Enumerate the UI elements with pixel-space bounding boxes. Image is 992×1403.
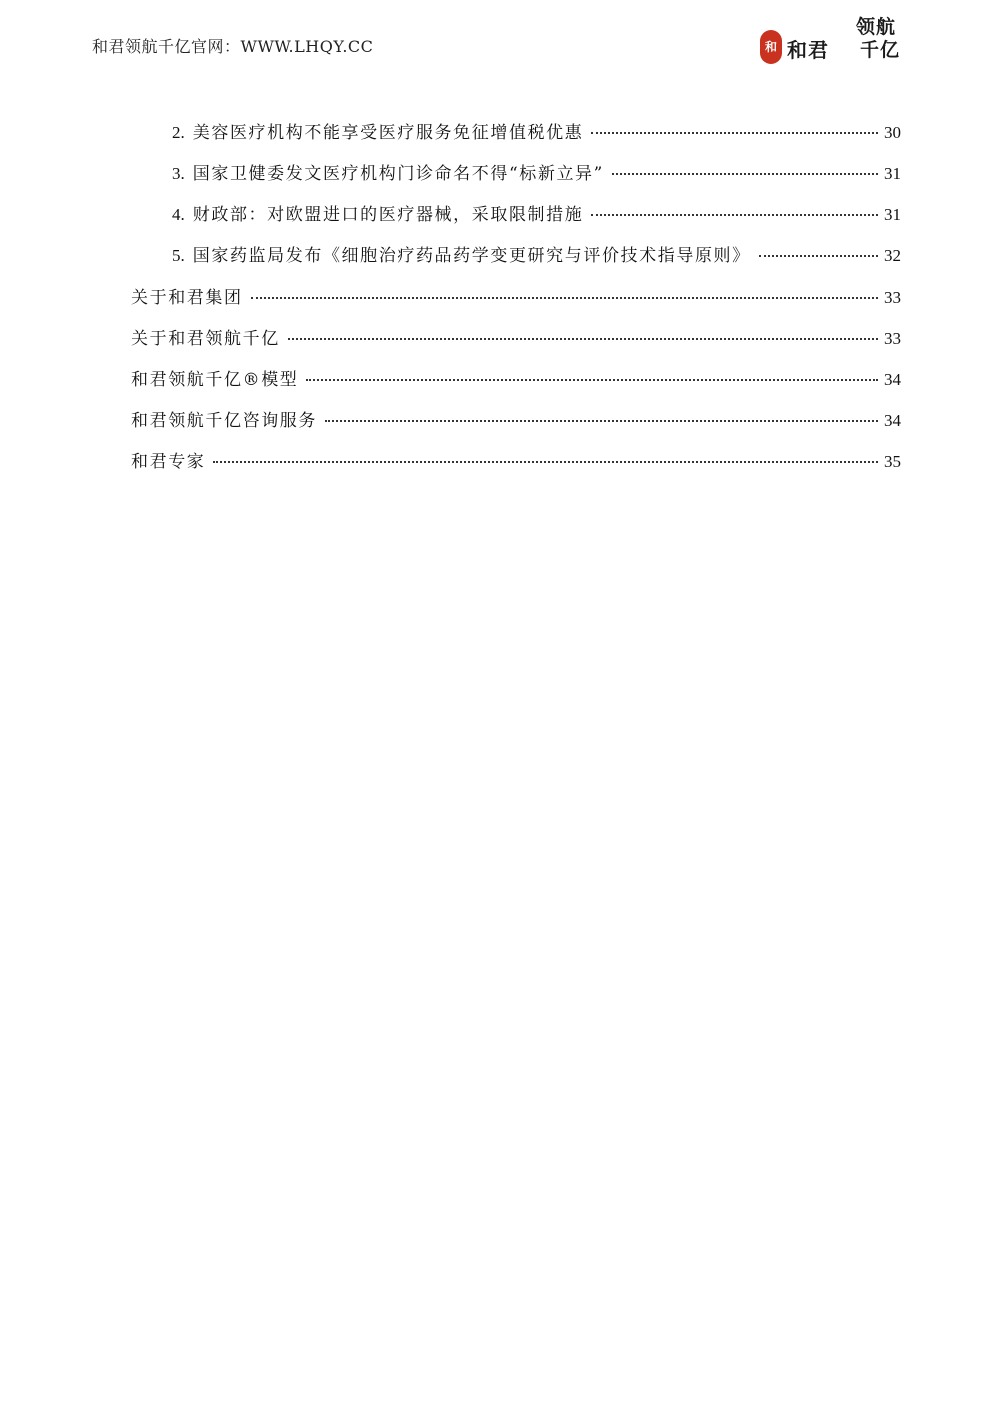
toc-entry-title: 国家药监局发布《细胞治疗药品药学变更研究与评价技术指导原则》 — [192, 246, 751, 266]
toc-entry-number: 5. — [172, 246, 185, 265]
toc-entry-title: 和君专家 — [131, 452, 206, 472]
toc-entry-title: 和君领航千亿咨询服务 — [131, 411, 317, 431]
toc-entry-number: 2. — [172, 123, 185, 142]
toc-entry[interactable] — [131, 409, 901, 433]
toc-leader-dots — [251, 297, 878, 299]
toc-entry-page: 31 — [884, 164, 901, 183]
toc-entry[interactable] — [131, 450, 901, 474]
toc-entry-title: 关于和君领航千亿 — [131, 329, 280, 349]
toc-entry-title: 财政部：对欧盟进口的医疗器械，采取限制措施 — [192, 205, 584, 225]
toc-entry[interactable] — [131, 286, 901, 310]
toc-entry-title: 美容医疗机构不能享受医疗服务免征增值税优惠 — [192, 123, 584, 143]
toc-entry-page: 34 — [884, 370, 901, 389]
toc-leader-dots — [325, 420, 878, 422]
toc-leader-dots — [591, 214, 878, 216]
brand-script-line2: 千亿 — [860, 39, 901, 61]
toc-leader-dots — [591, 132, 878, 134]
toc-leader-dots — [612, 173, 878, 175]
toc-leader-dots — [288, 338, 878, 340]
toc-entry[interactable] — [172, 121, 901, 145]
toc-entry[interactable] — [131, 327, 901, 351]
toc-entry[interactable] — [172, 244, 901, 268]
brand-script-line1: 领航 — [856, 16, 897, 38]
toc-entry[interactable] — [172, 162, 901, 186]
toc-entry-title: 国家卫健委发文医疗机构门诊命名不得“标新立异” — [192, 164, 604, 184]
toc-entry-title: 和君领航千亿®模型 — [131, 370, 299, 390]
toc-entry-page: 32 — [884, 246, 901, 265]
toc-entry-page: 30 — [884, 123, 901, 142]
toc-entry-page: 31 — [884, 205, 901, 224]
brand-logo — [760, 16, 905, 72]
toc-entry-page: 33 — [884, 288, 901, 307]
toc-entry[interactable] — [172, 203, 901, 227]
seal-icon: 和 — [760, 30, 782, 64]
toc-entry-number: 4. — [172, 205, 185, 224]
toc-entry-page: 34 — [884, 411, 901, 430]
page-header — [0, 0, 992, 90]
site-label: 和君领航千亿官网：WWW.LHQY.CC — [92, 37, 374, 56]
toc-leader-dots — [306, 379, 878, 381]
toc-entry-title: 关于和君集团 — [131, 288, 243, 308]
toc-entry-page: 33 — [884, 329, 901, 348]
toc-entry-page: 35 — [884, 452, 901, 471]
brand-script — [856, 16, 904, 62]
toc-entry[interactable] — [131, 368, 901, 392]
brand-name: 和君 — [787, 38, 829, 62]
toc-leader-dots — [759, 255, 878, 257]
toc-leader-dots — [213, 461, 878, 463]
toc-entry-number: 3. — [172, 164, 185, 183]
